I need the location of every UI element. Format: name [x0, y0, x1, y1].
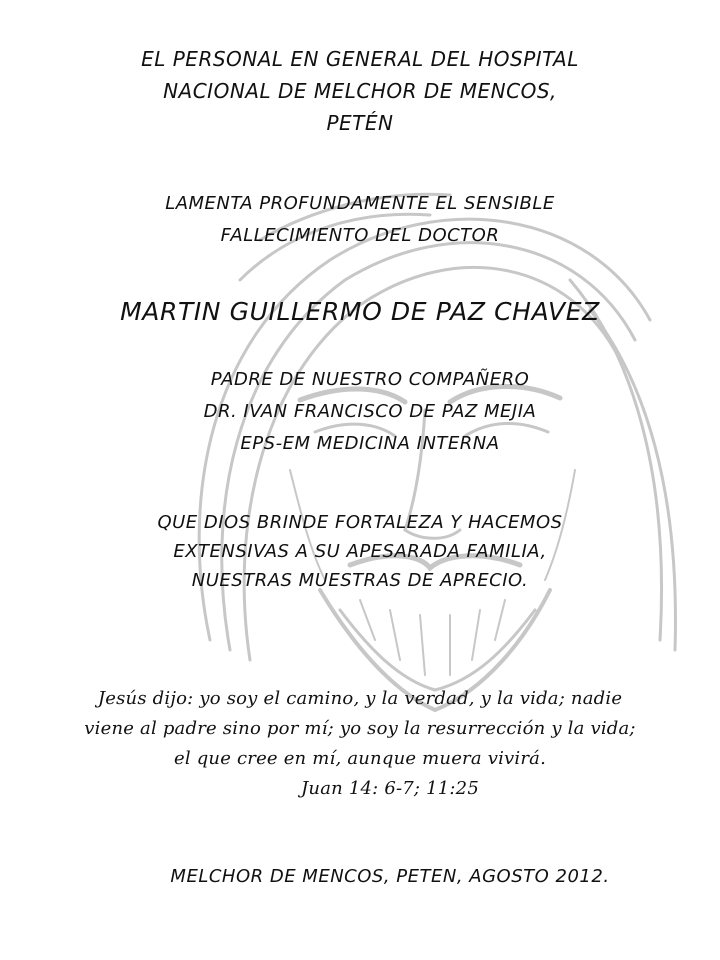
- announcement: [0, 188, 720, 252]
- message-line-2: EXTENSIVAS A SU APESARADA FAMILIA,: [173, 541, 547, 562]
- verse-line-1: Jesús dijo: yo soy el camino, y la verdad, y la vida; nadie: [97, 688, 623, 709]
- relation-line-1: PADRE DE NUESTRO COMPAÑERO: [210, 369, 530, 390]
- message-line-3: NUESTRAS MUESTRAS DE APRECIO.: [191, 570, 529, 591]
- message-block: [0, 508, 720, 595]
- footer-text: MELCHOR DE MENCOS, PETEN, AGOSTO 2012.: [170, 866, 610, 887]
- message-line-1: QUE DIOS BRINDE FORTALEZA Y HACEMOS: [157, 512, 563, 533]
- header-line-1: EL PERSONAL EN GENERAL DEL HOSPITAL: [141, 47, 579, 71]
- hospital-header: [0, 43, 720, 139]
- header-line-2: NACIONAL DE MELCHOR DE MENCOS,: [163, 79, 557, 103]
- verse-line-2: viene al padre sino por mí; yo soy la resurrección y la vida;: [84, 718, 636, 739]
- relation-block: [10, 364, 720, 460]
- footer-place-date: [30, 862, 720, 892]
- verse-line-3: el que cree en mí, aunque muera vivirá.: [173, 748, 547, 769]
- relation-line-2: DR. IVAN FRANCISCO DE PAZ MEJIA: [203, 401, 537, 422]
- bible-verse: [0, 684, 720, 804]
- announcement-line-1: LAMENTA PROFUNDAMENTE EL SENSIBLE: [165, 193, 555, 214]
- deceased-name: [0, 295, 720, 329]
- announcement-line-2: FALLECIMIENTO DEL DOCTOR: [220, 225, 500, 246]
- deceased-name-text: MARTIN GUILLERMO DE PAZ CHAVEZ: [120, 297, 600, 326]
- relation-line-3: EPS-EM MEDICINA INTERNA: [240, 433, 500, 454]
- verse-citation: Juan 14: 6-7; 11:25: [301, 778, 479, 799]
- header-line-3: PETÉN: [326, 111, 394, 135]
